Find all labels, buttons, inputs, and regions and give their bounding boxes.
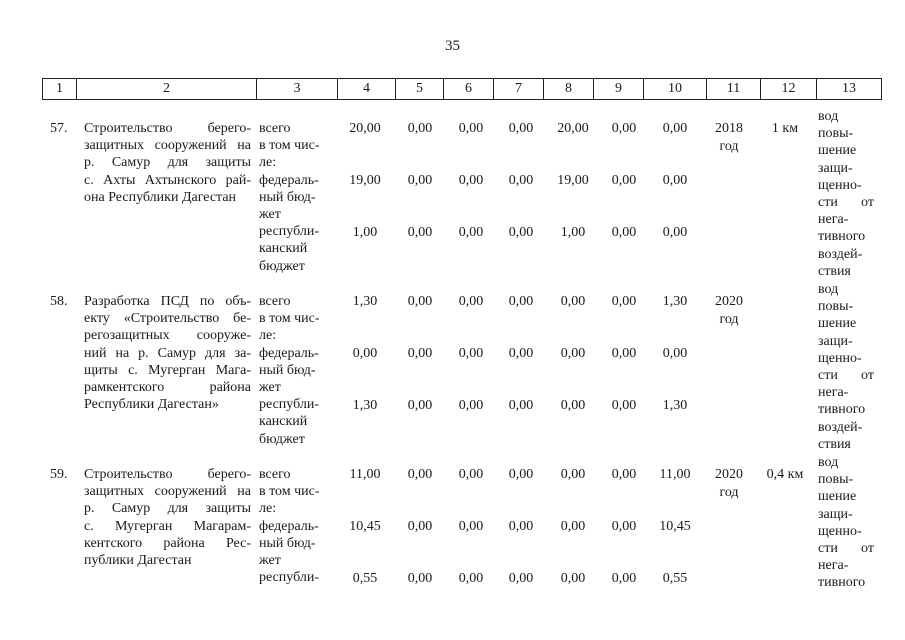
effect-line: щенно-: [818, 523, 862, 539]
value-cell: 0,00: [458, 346, 484, 361]
value-cell: 0,00: [458, 398, 484, 413]
value-cell: 0,00: [508, 467, 534, 482]
year-line: год: [719, 139, 739, 154]
value-cell: 0,00: [508, 121, 534, 136]
object-name-line: она Республики Дагестан: [84, 189, 237, 205]
effect-line: щенно-: [818, 350, 862, 366]
value-cell: 0,00: [407, 346, 433, 361]
object-name-line: Строительство берего-: [84, 467, 251, 482]
funding-source-line: жет: [259, 207, 281, 222]
value-cell: 0,00: [458, 121, 484, 136]
funding-source-line: в том чис-: [259, 484, 320, 500]
value-cell: 0,00: [611, 173, 637, 188]
value-cell: 0,00: [407, 294, 433, 309]
effect-line: нега-: [818, 385, 849, 401]
funding-source-line: федераль-: [259, 172, 319, 188]
header-cell-3: 3: [256, 79, 337, 99]
funding-source-line: бюджет: [259, 431, 305, 447]
funding-source-line: ле:: [259, 501, 277, 517]
year-line: 2018: [715, 121, 743, 136]
value-cell: 0,55: [662, 571, 688, 586]
effect-line: шение: [818, 489, 857, 505]
capacity-value: 1 км: [771, 121, 799, 136]
effect-line: нега-: [818, 212, 849, 228]
header-cell-7: 7: [493, 79, 543, 99]
object-name-line: с. Ахты Ахтынского рай-: [84, 172, 251, 188]
value-cell: 11,00: [659, 467, 691, 482]
value-cell: 0,00: [407, 225, 433, 240]
funding-source-line: в том чис-: [259, 311, 320, 327]
value-cell: 0,00: [407, 398, 433, 413]
object-name-line: р. Самур для защиты: [84, 501, 251, 517]
year-line: год: [719, 312, 739, 327]
funding-source-line: федераль-: [259, 518, 319, 534]
value-cell: 1,00: [560, 225, 586, 240]
value-cell: 0,00: [560, 398, 586, 413]
header-cell-13: 13: [816, 79, 881, 99]
value-cell: 1,30: [352, 398, 378, 413]
effect-line: шение: [818, 143, 857, 159]
value-cell: 19,00: [557, 173, 589, 188]
value-cell: 0,00: [508, 571, 534, 586]
object-name-line: щиты с. Мугерган Мага-: [84, 362, 251, 378]
page-number: 35: [445, 38, 460, 54]
funding-source-line: бюджет: [259, 258, 305, 274]
effect-line: сти от: [818, 541, 874, 556]
object-name-line: Республики Дагестан»: [84, 397, 219, 413]
object-name-line: кентского района Рес-: [84, 535, 251, 551]
value-cell: 1,00: [352, 225, 378, 240]
header-cell-10: 10: [643, 79, 706, 99]
effect-line: повы-: [818, 126, 854, 142]
effect-line: воздей-: [818, 419, 863, 435]
value-cell: 10,45: [349, 519, 381, 534]
effect-line: защи-: [818, 506, 853, 522]
funding-source-line: ный бюд-: [259, 535, 316, 551]
value-cell: 0,00: [611, 225, 637, 240]
value-cell: 0,00: [458, 571, 484, 586]
header-cell-12: 12: [760, 79, 816, 99]
header-cell-4: 4: [337, 79, 395, 99]
value-cell: 0,00: [662, 225, 688, 240]
value-cell: 0,00: [560, 519, 586, 534]
header-cell-11: 11: [706, 79, 760, 99]
value-cell: 0,00: [407, 467, 433, 482]
value-cell: 0,00: [611, 571, 637, 586]
value-cell: 1,30: [662, 398, 688, 413]
funding-source-line: республи-: [259, 397, 319, 413]
funding-source-line: республи-: [259, 224, 319, 240]
object-name-line: публики Дагестан: [84, 553, 192, 568]
object-name-line: екту «Строительство бе-: [84, 311, 251, 327]
value-cell: 0,00: [407, 121, 433, 136]
effect-line: сти от: [818, 368, 874, 383]
effect-line: воздей-: [818, 246, 863, 262]
row-number: 58.: [50, 294, 68, 309]
effect-line: шение: [818, 316, 857, 332]
value-cell: 0,00: [508, 173, 534, 188]
funding-source-line: ный бюд-: [259, 189, 316, 205]
year-line: 2020: [715, 467, 743, 482]
value-cell: 0,00: [611, 294, 637, 309]
effect-line: нега-: [818, 558, 849, 574]
value-cell: 1,30: [352, 294, 378, 309]
value-cell: 20,00: [349, 121, 381, 136]
value-cell: 0,00: [458, 225, 484, 240]
object-name-line: Строительство берего-: [84, 121, 251, 136]
year-line: год: [719, 485, 739, 500]
value-cell: 0,00: [458, 467, 484, 482]
value-cell: 0,00: [508, 225, 534, 240]
value-cell: 0,00: [508, 346, 534, 361]
effect-line: тивного: [818, 402, 866, 418]
value-cell: 0,00: [458, 173, 484, 188]
object-name-line: Разработка ПСД по объ-: [84, 294, 251, 309]
effect-line: тивного: [818, 229, 866, 245]
value-cell: 11,00: [349, 467, 381, 482]
value-cell: 0,00: [611, 519, 637, 534]
value-cell: 20,00: [557, 121, 589, 136]
effect-line: вод: [818, 455, 839, 470]
value-cell: 0,00: [662, 173, 688, 188]
value-cell: 0,00: [662, 346, 688, 361]
object-name-line: с. Мугерган Магарам-: [84, 518, 251, 534]
effect-line: тивного: [818, 575, 866, 591]
value-cell: 0,00: [407, 519, 433, 534]
funding-source-line: республи-: [259, 570, 319, 586]
effect-line: ствия: [818, 263, 851, 279]
funding-source-line: ле:: [259, 155, 277, 171]
value-cell: 0,00: [508, 294, 534, 309]
effect-line: повы-: [818, 472, 854, 488]
table-header-row: [42, 78, 882, 100]
funding-source-line: канский: [259, 414, 308, 430]
value-cell: 0,00: [407, 571, 433, 586]
value-cell: 0,00: [560, 571, 586, 586]
value-cell: 0,00: [560, 294, 586, 309]
value-cell: 0,00: [611, 398, 637, 413]
year-line: 2020: [715, 294, 743, 309]
header-cell-6: 6: [443, 79, 493, 99]
header-cell-2: 2: [76, 79, 256, 99]
object-name-line: ний на р. Самур для за-: [84, 345, 251, 361]
header-cell-9: 9: [593, 79, 643, 99]
funding-source-line: всего: [259, 467, 291, 482]
funding-source-line: канский: [259, 241, 308, 257]
funding-source-line: всего: [259, 294, 291, 309]
object-name-line: р. Самур для защиты: [84, 155, 251, 171]
effect-line: ствия: [818, 436, 851, 452]
funding-source-line: федераль-: [259, 345, 319, 361]
effect-line: вод: [818, 109, 839, 124]
effect-line: щенно-: [818, 177, 862, 193]
row-number: 59.: [50, 467, 68, 482]
effect-line: защи-: [818, 333, 853, 349]
value-cell: 0,00: [560, 346, 586, 361]
value-cell: 0,00: [611, 467, 637, 482]
funding-source-line: ный бюд-: [259, 362, 316, 378]
object-name-line: защитных сооружений на: [84, 138, 251, 154]
value-cell: 1,30: [662, 294, 688, 309]
value-cell: 0,00: [407, 173, 433, 188]
value-cell: 0,00: [458, 294, 484, 309]
object-name-line: рамкентского района: [84, 380, 251, 395]
row-number: 57.: [50, 121, 68, 136]
funding-source-line: жет: [259, 553, 281, 568]
header-cell-5: 5: [395, 79, 443, 99]
value-cell: 0,00: [508, 398, 534, 413]
object-name-line: защитных сооружений на: [84, 484, 251, 500]
effect-line: повы-: [818, 299, 854, 315]
funding-source-line: всего: [259, 121, 291, 136]
value-cell: 0,00: [352, 346, 378, 361]
header-cell-1: 1: [56, 81, 63, 96]
capacity-value: 0,4 км: [766, 467, 804, 482]
header-cell-8: 8: [543, 79, 593, 99]
value-cell: 0,00: [508, 519, 534, 534]
funding-source-line: ле:: [259, 328, 277, 344]
value-cell: 0,00: [611, 346, 637, 361]
value-cell: 0,00: [662, 121, 688, 136]
funding-source-line: жет: [259, 380, 281, 395]
effect-line: защи-: [818, 160, 853, 176]
value-cell: 0,55: [352, 571, 378, 586]
funding-source-line: в том чис-: [259, 138, 320, 154]
effect-line: вод: [818, 282, 839, 297]
value-cell: 0,00: [611, 121, 637, 136]
value-cell: 0,00: [560, 467, 586, 482]
effect-line: сти от: [818, 195, 874, 210]
value-cell: 10,45: [659, 519, 691, 534]
value-cell: 19,00: [349, 173, 381, 188]
value-cell: 0,00: [458, 519, 484, 534]
object-name-line: регозащитных сооруже-: [84, 328, 251, 344]
